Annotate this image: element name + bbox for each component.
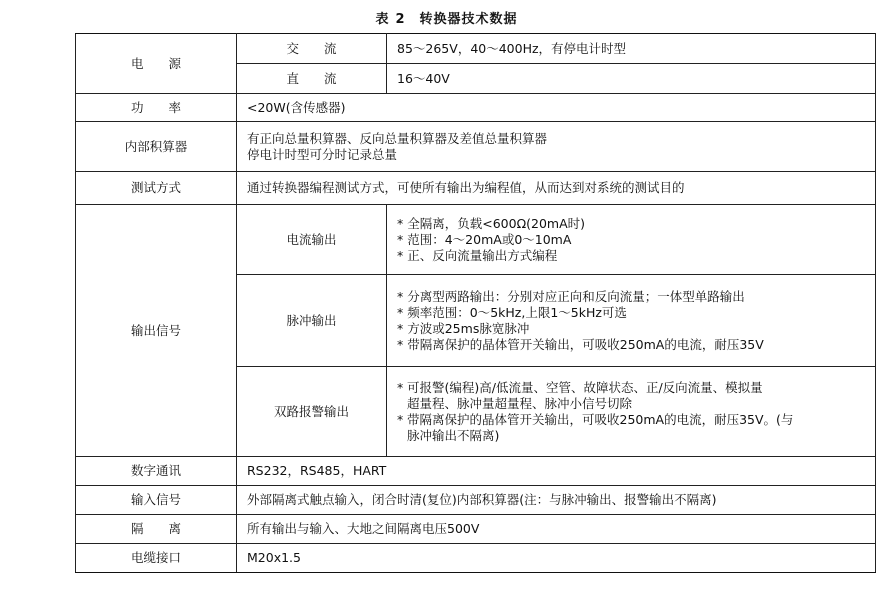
alarm-output-label: 双路报警输出 bbox=[237, 367, 387, 457]
integrator-line: 有正向总量积算器、反向总量积算器及差值总量积算器 bbox=[247, 130, 548, 146]
input-signal-value: 外部隔离式触点输入，闭合时清(复位)内部积算器(注：与脉冲输出、报警输出不隔离) bbox=[237, 486, 876, 515]
test-mode-value: 通过转换器编程测试方式，可使所有输出为编程值，从而达到对系统的测试目的 bbox=[237, 172, 876, 205]
power-source-label: 电 源 bbox=[76, 34, 237, 94]
table-row bbox=[76, 122, 876, 172]
list-item: * 可报警(编程)高/低流量、空管、故障状态、正/反向流量、模拟量 超量程、脉冲量超量程、脉冲小信号切除 bbox=[397, 379, 763, 411]
ac-label: 交 流 bbox=[237, 34, 387, 64]
table-row bbox=[76, 205, 876, 275]
spec-table bbox=[75, 33, 876, 573]
list-item: * 全隔离，负载<600Ω(20mA时) bbox=[397, 215, 586, 231]
table-row bbox=[76, 544, 876, 573]
integrator-value bbox=[237, 122, 876, 172]
power-value: <20W(含传感器) bbox=[237, 94, 876, 122]
digital-comm-value: RS232，RS485，HART bbox=[237, 457, 876, 486]
dc-label: 直 流 bbox=[237, 64, 387, 94]
table-row bbox=[76, 172, 876, 205]
list-item: * 方波或25ms脉宽脉冲 bbox=[397, 320, 530, 336]
integrator-line: 停电计时型可分时记录总量 bbox=[247, 146, 398, 162]
table-caption bbox=[0, 8, 893, 27]
isolation-label: 隔 离 bbox=[76, 515, 237, 544]
ac-value: 85～265V，40～400Hz，有停电计时型 bbox=[387, 34, 876, 64]
isolation-value: 所有输出与输入、大地之间隔离电压500V bbox=[237, 515, 876, 544]
list-item: * 范围：4～20mA或0～10mA bbox=[397, 231, 572, 247]
caption-number: 2 bbox=[395, 12, 406, 27]
table-row bbox=[76, 486, 876, 515]
current-output-label: 电流输出 bbox=[237, 205, 387, 275]
caption-text: 转换器技术数据 bbox=[419, 12, 518, 27]
list-item: * 分离型两路输出：分别对应正向和反向流量；一体型单路输出 bbox=[397, 288, 745, 304]
list-item: * 正、反向流量输出方式编程 bbox=[397, 247, 558, 263]
table-row bbox=[76, 34, 876, 64]
pulse-output-label: 脉冲输出 bbox=[237, 275, 387, 367]
digital-comm-label: 数字通讯 bbox=[76, 457, 237, 486]
alarm-output-value bbox=[387, 367, 876, 457]
table-row bbox=[76, 457, 876, 486]
table-row bbox=[76, 94, 876, 122]
integrator-label: 内部积算器 bbox=[76, 122, 237, 172]
input-signal-label: 输入信号 bbox=[76, 486, 237, 515]
list-item: * 带隔离保护的晶体管开关输出，可吸收250mA的电流，耐压35V bbox=[397, 336, 764, 352]
list-item: * 频率范围：0～5kHz,上限1～5kHz可选 bbox=[397, 304, 627, 320]
current-output-value bbox=[387, 205, 876, 275]
power-label: 功 率 bbox=[76, 94, 237, 122]
cable-value: M20x1.5 bbox=[237, 544, 876, 573]
pulse-output-value bbox=[387, 275, 876, 367]
list-item: * 带隔离保护的晶体管开关输出，可吸收250mA的电流，耐压35V。(与 脉冲输出不隔离) bbox=[397, 411, 794, 443]
output-signal-label: 输出信号 bbox=[76, 205, 237, 457]
test-mode-label: 测试方式 bbox=[76, 172, 237, 205]
dc-value: 16～40V bbox=[387, 64, 876, 94]
caption-prefix: 表 bbox=[375, 12, 390, 27]
cable-label: 电缆接口 bbox=[76, 544, 237, 573]
table-row bbox=[76, 515, 876, 544]
